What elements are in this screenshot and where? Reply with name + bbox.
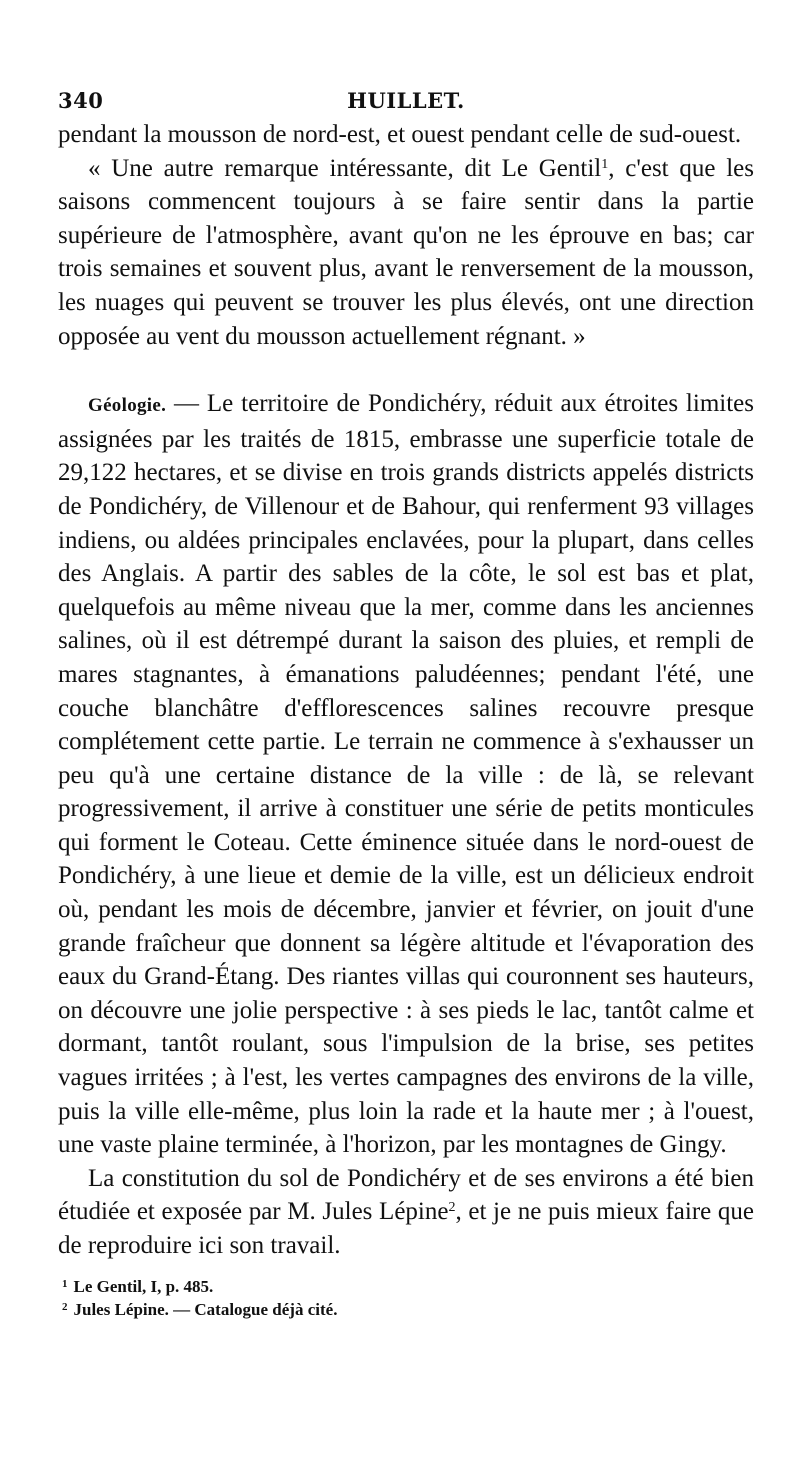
footnote-1 bbox=[62, 1275, 754, 1298]
paragraph-text: , c'est que les saisons commencent toujours à se faire sentir dans la partie supérieure de l'atmosphère, avant qu'on ne les éprouve en bas; car trois semaines et souvent plus, avant le renversement de la mousson, les nuages qui peuvent se trouver les plus élevés, ont une direction opposée au vent du mousson actuellement régnant. » bbox=[58, 154, 754, 350]
paragraph-le-gentil-quote bbox=[58, 152, 754, 354]
footnotes bbox=[58, 1275, 754, 1321]
footnote-marker: 2 bbox=[62, 1300, 68, 1313]
footnote-2 bbox=[62, 1298, 754, 1321]
paragraph-geologie bbox=[58, 387, 754, 1162]
paragraph-text: — Le territoire de Pondichéry, réduit aux étroites limites assignées par les traités de 1815, embrasse une superficie totale de 29,122 hectares, et se divise en trois grands districts appelés districts de Pondichéry, de Villenour et de Bahour, qui renferment 93 villages indiens, ou aldées principales enclavées, pour la plupart, dans celles des Anglais. A partir des sables de la côte, le sol est bas et plat, quelquefois au même niveau que la mer, comme dans les anciennes salines, où il est détrempé durant la saison des pluies, et rempli de mares stagnantes, à émanations paludéennes; pendant l'été, une couche blanchâtre d'efflorescences salines recouvre presque complétement cette partie. Le terrain ne commence à s'exhausser un peu qu'à une certaine distance de la ville : de là, se relevant progressivement, il arrive à constituer une série de petits monticules qui forment le Coteau. Cette éminence située dans le nord-ouest de Pondichéry, à une lieue et demie de la ville, est un délicieux endroit où, pendant les mois de décembre, janvier et février, on jouit d'une grande fraîcheur que donnent sa légère altitude et l'évaporation des eaux du Grand-Étang. Des riantes villas qui couronnent ses hauteurs, on découvre une jolie perspective : à ses pieds le lac, tantôt calme et dormant, tantôt roulant, sous l'impulsion de la brise, ses petites vagues irritées ; à l'est, les vertes campagnes des environs de la ville, puis la ville elle-même, plus loin la rade et la haute mer ; à l'ouest, une vaste plaine terminée, à l'horizon, par les montagnes de Gingy. bbox=[58, 390, 754, 1159]
paragraph-text: « Une autre remarque intéressante, dit Le Gentil bbox=[88, 154, 602, 182]
paragraph-text: pendant la mousson de nord-est, et ouest pendant celle de sud-ouest. bbox=[58, 121, 742, 148]
page-number: 340 bbox=[58, 88, 104, 113]
footnote-marker: 1 bbox=[62, 1277, 68, 1290]
footnote-text: Jules Lépine. — Catalogue déjà cité. bbox=[73, 1299, 338, 1319]
paragraph-text: , et je ne puis mieux faire que de reproduire ici son travail. bbox=[58, 1198, 754, 1259]
footnote-reference[interactable]: 1 bbox=[601, 156, 609, 172]
body-text bbox=[58, 118, 754, 1263]
paragraph-constitution-sol bbox=[58, 1162, 754, 1263]
running-head-author: HUILLET. bbox=[347, 88, 465, 113]
footnote-reference[interactable]: 2 bbox=[448, 1200, 456, 1216]
paragraph-text: La constitution du sol de Pondichéry et de ses environs a été bien étudiée et exposée par M. Jules Lépine bbox=[58, 1164, 754, 1226]
paragraph-monsoon-end bbox=[58, 118, 754, 152]
section-label-geologie: Géologie. bbox=[88, 395, 167, 417]
running-head bbox=[58, 88, 754, 118]
footnote-text: Le Gentil, I, p. 485. bbox=[73, 1276, 214, 1296]
